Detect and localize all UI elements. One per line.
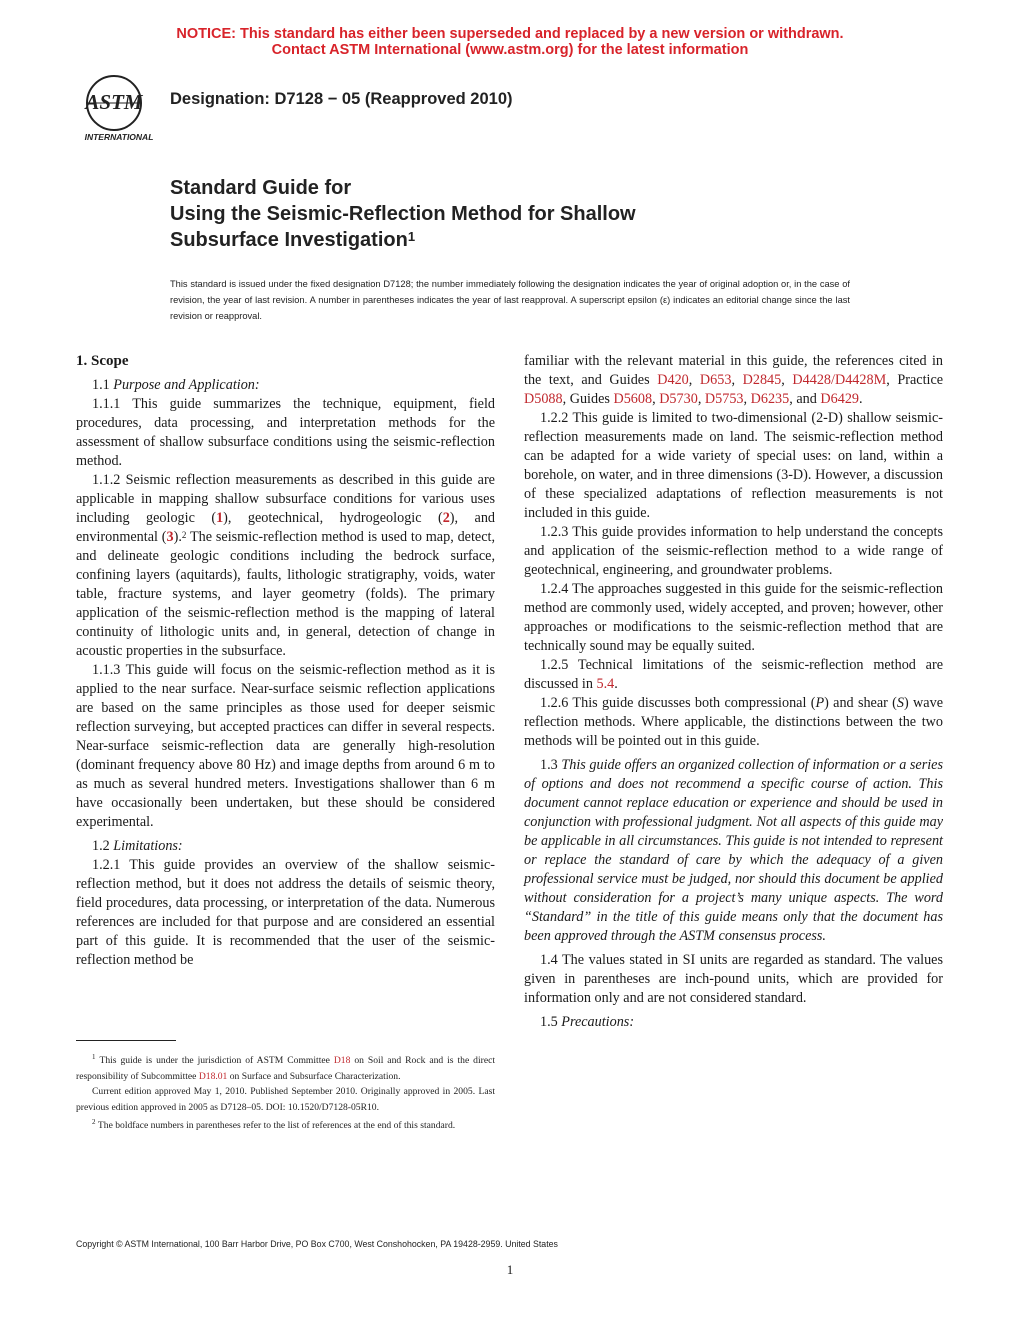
astm-logo xyxy=(74,72,164,144)
designation: Designation: D7128 − 05 (Reapproved 2010) xyxy=(170,90,513,108)
section-1-3: 1.3 This guide offers an organized collection of information or a series of options and does not recommend a specific course of action. This document cannot replace education or experience and should be used in conjunction with professional judgment. Not all aspects of this guide may be applicable in all circumstances. This guide is not intended to represent or replace the standard of care by which the adequacy of a given professional service must be judged, nor should this document be applied without consideration for a project’s many unique aspects. The word “Standard” in the title of this guide means only that the document has been approved through the ASTM consensus process. xyxy=(524,757,944,944)
section-5-4-link[interactable]: 5.4 xyxy=(596,676,615,692)
section-1-2-4: 1.2.4 The approaches suggested in this guide for the seismic-reflection method are commonly used, widely accepted, and proven; however, other approaches or modifications to the seismic-reflection method that are technically sound may be equally suited. xyxy=(524,581,943,654)
section-1-1-2: 1.1.2 Seismic reflection measurements as described in this guide are applicable in mapping shallow subsurface conditions for various uses including geologic (1), geotechnical, hydrogeologic (2), and environmental (3).$^2$ The seismic-reflection method is used to map, detect, and delineate geologic conditions including the bedrock surface, confining layers (aquitards), faults, lithologic stratigraphy, voids, water table, fracture systems, and layer geometry (folds). The primary application of the seismic-reflection method is the mapping of lateral continuity of lithologic units and, in general, detection of change in acoustic properties in the subsurface. xyxy=(76,472,496,659)
section-1-2: 1.2 Limitations: xyxy=(92,838,183,854)
ref-link[interactable]: D653 xyxy=(699,372,732,388)
ref-2-link[interactable]: 2 xyxy=(442,510,450,526)
ref-link[interactable]: D4428/D4428M xyxy=(792,372,887,388)
ref-link[interactable]: D2845 xyxy=(742,372,782,388)
ref-link[interactable]: D5730 xyxy=(659,391,698,407)
section-1-1-1: 1.1.1 This guide summarizes the technique, equipment, field procedures, data processing, and interpretation methods for the assessment of shallow subsurface conditions using the seismic-reflection method. xyxy=(76,396,495,469)
ref-link[interactable]: D6429 xyxy=(820,391,860,407)
section-1-2-5: 1.2.5 Technical limitations of the seismic-reflection method are discussed in 5.4. xyxy=(524,657,943,692)
footnote-divider xyxy=(76,1040,176,1041)
title-footnote-marker: 1 xyxy=(407,229,416,244)
ref-link[interactable]: D420 xyxy=(657,372,689,388)
footnote-1: $^1$ This guide is under the jurisdiction of ASTM Committee D18 on Soil and Rock and is the direct responsibility of Subcommittee D18.01 on Surface and Subsurface Characterization. xyxy=(76,1053,495,1082)
subcommittee-d18-01-link[interactable]: D18.01 xyxy=(198,1070,228,1082)
section-1-2-2: 1.2.2 This guide is limited to two-dimensional (2-D) shallow seismic-reflection measurements made on land. The seismic-reflection method can be adapted for a wide variety of special uses: on land, within a borehole, on water, and in three dimensions (3-D). However, a discussion of these specialized adaptations of reflection measurements is not included in this guide. xyxy=(524,410,943,521)
document-title xyxy=(170,175,636,253)
logo-text: ASTM xyxy=(85,90,143,114)
logo-subtext: INTERNATIONAL xyxy=(84,132,154,142)
section-1-2-6: 1.2.6 This guide discusses both compressional (P) and shear (S) wave reflection methods. Where applicable, the distinctions between the two methods will be pointed out in this guide. xyxy=(524,695,943,749)
title-line-1: Standard Guide for xyxy=(170,177,352,199)
left-column xyxy=(76,352,495,970)
footnote-1-edition: Current edition approved May 1, 2010. Published September 2010. Originally approved in 2005. Last previous edition approved in 2005 as D7128–05. DOI: 10.1520/D7128-05R10. xyxy=(76,1086,495,1113)
section-1-5: 1.5 Precautions: xyxy=(540,1014,635,1030)
notice-line-1: NOTICE: This standard has either been superseded and replaced by a new version or withdrawn. xyxy=(176,26,844,42)
notice-line-2: Contact ASTM International (www.astm.org) for the latest information xyxy=(271,42,749,58)
supersede-notice xyxy=(0,26,1020,58)
page-number: 1 xyxy=(506,1262,514,1277)
right-column xyxy=(524,352,943,1032)
title-line-2: Using the Seismic-Reflection Method for Shallow xyxy=(170,203,636,225)
section-1-1: 1.1 Purpose and Application: xyxy=(92,377,260,393)
committee-d18-link[interactable]: D18 xyxy=(333,1055,351,1067)
section-1-1-3: 1.1.3 This guide will focus on the seismic-reflection method as it is applied to the near surface. Near-surface seismic reflection applications are based on the same principles as those used for deeper seismic reflection surveying, but accepted practices can differ in several respects. Near-surface seismic-reflection data are generally high-resolution (dominant frequency above 80 Hz) and image depths from around 6 m to as much as several hundred meters. Investigations shallower than 6 m have occasionally been undertaken, but these should be considered experimental. xyxy=(76,662,495,830)
section-1-4: 1.4 The values stated in SI units are regarded as standard. The values given in parentheses are inch-pound units, which are provided for information only and are not considered standard. xyxy=(524,952,943,1006)
ref-1-link[interactable]: 1 xyxy=(216,510,224,526)
ref-link[interactable]: D5608 xyxy=(613,391,653,407)
ref-link[interactable]: D5753 xyxy=(704,391,744,407)
issued-note: This standard is issued under the fixed designation D7128; the number immediately following the designation indicates the year of original adoption or, in the case of revision, the year of last revision. A number in parentheses indicates the year of last reapproval. A superscript epsilon (ε) indicates an editorial change since the last revision or reapproval. xyxy=(170,279,850,321)
footnote-2: $^2$ The boldface numbers in parentheses refer to the list of references at the end of this standard. xyxy=(92,1118,456,1132)
title-line-3: Subsurface Investigation$^1$ xyxy=(170,229,416,251)
footnotes xyxy=(76,1050,495,1134)
scope-heading: 1. Scope xyxy=(76,353,129,369)
ref-link[interactable]: D5088 xyxy=(524,391,563,407)
section-1-2-1-continued: familiar with the relevant material in this guide, the references cited in the text, and Guides D420, D653, D2845, D4428/D4428M, Practice D5088, Guides D5608, D5730, D5753, D6235, and D6429. xyxy=(524,353,944,407)
section-1-2-3: 1.2.3 This guide provides information to help understand the concepts and application of the seismic-reflection method to a wide range of geotechnical, engineering, and groundwater problems. xyxy=(524,524,943,578)
copyright-line: Copyright © ASTM International, 100 Barr Harbor Drive, PO Box C700, West Conshohocken, PA 19428-2959. United States xyxy=(76,1239,558,1249)
ref-link[interactable]: D6235 xyxy=(750,391,790,407)
section-1-2-1: 1.2.1 This guide provides an overview of the shallow seismic-reflection method, but it does not address the details of seismic theory, field procedures, data processing, or interpretation of the data. Numerous references are included for that purpose and are considered an essential part of this guide. It is recommended that the user of the seismic-reflection method be xyxy=(76,857,495,968)
ref-3-link[interactable]: 3 xyxy=(166,529,174,545)
